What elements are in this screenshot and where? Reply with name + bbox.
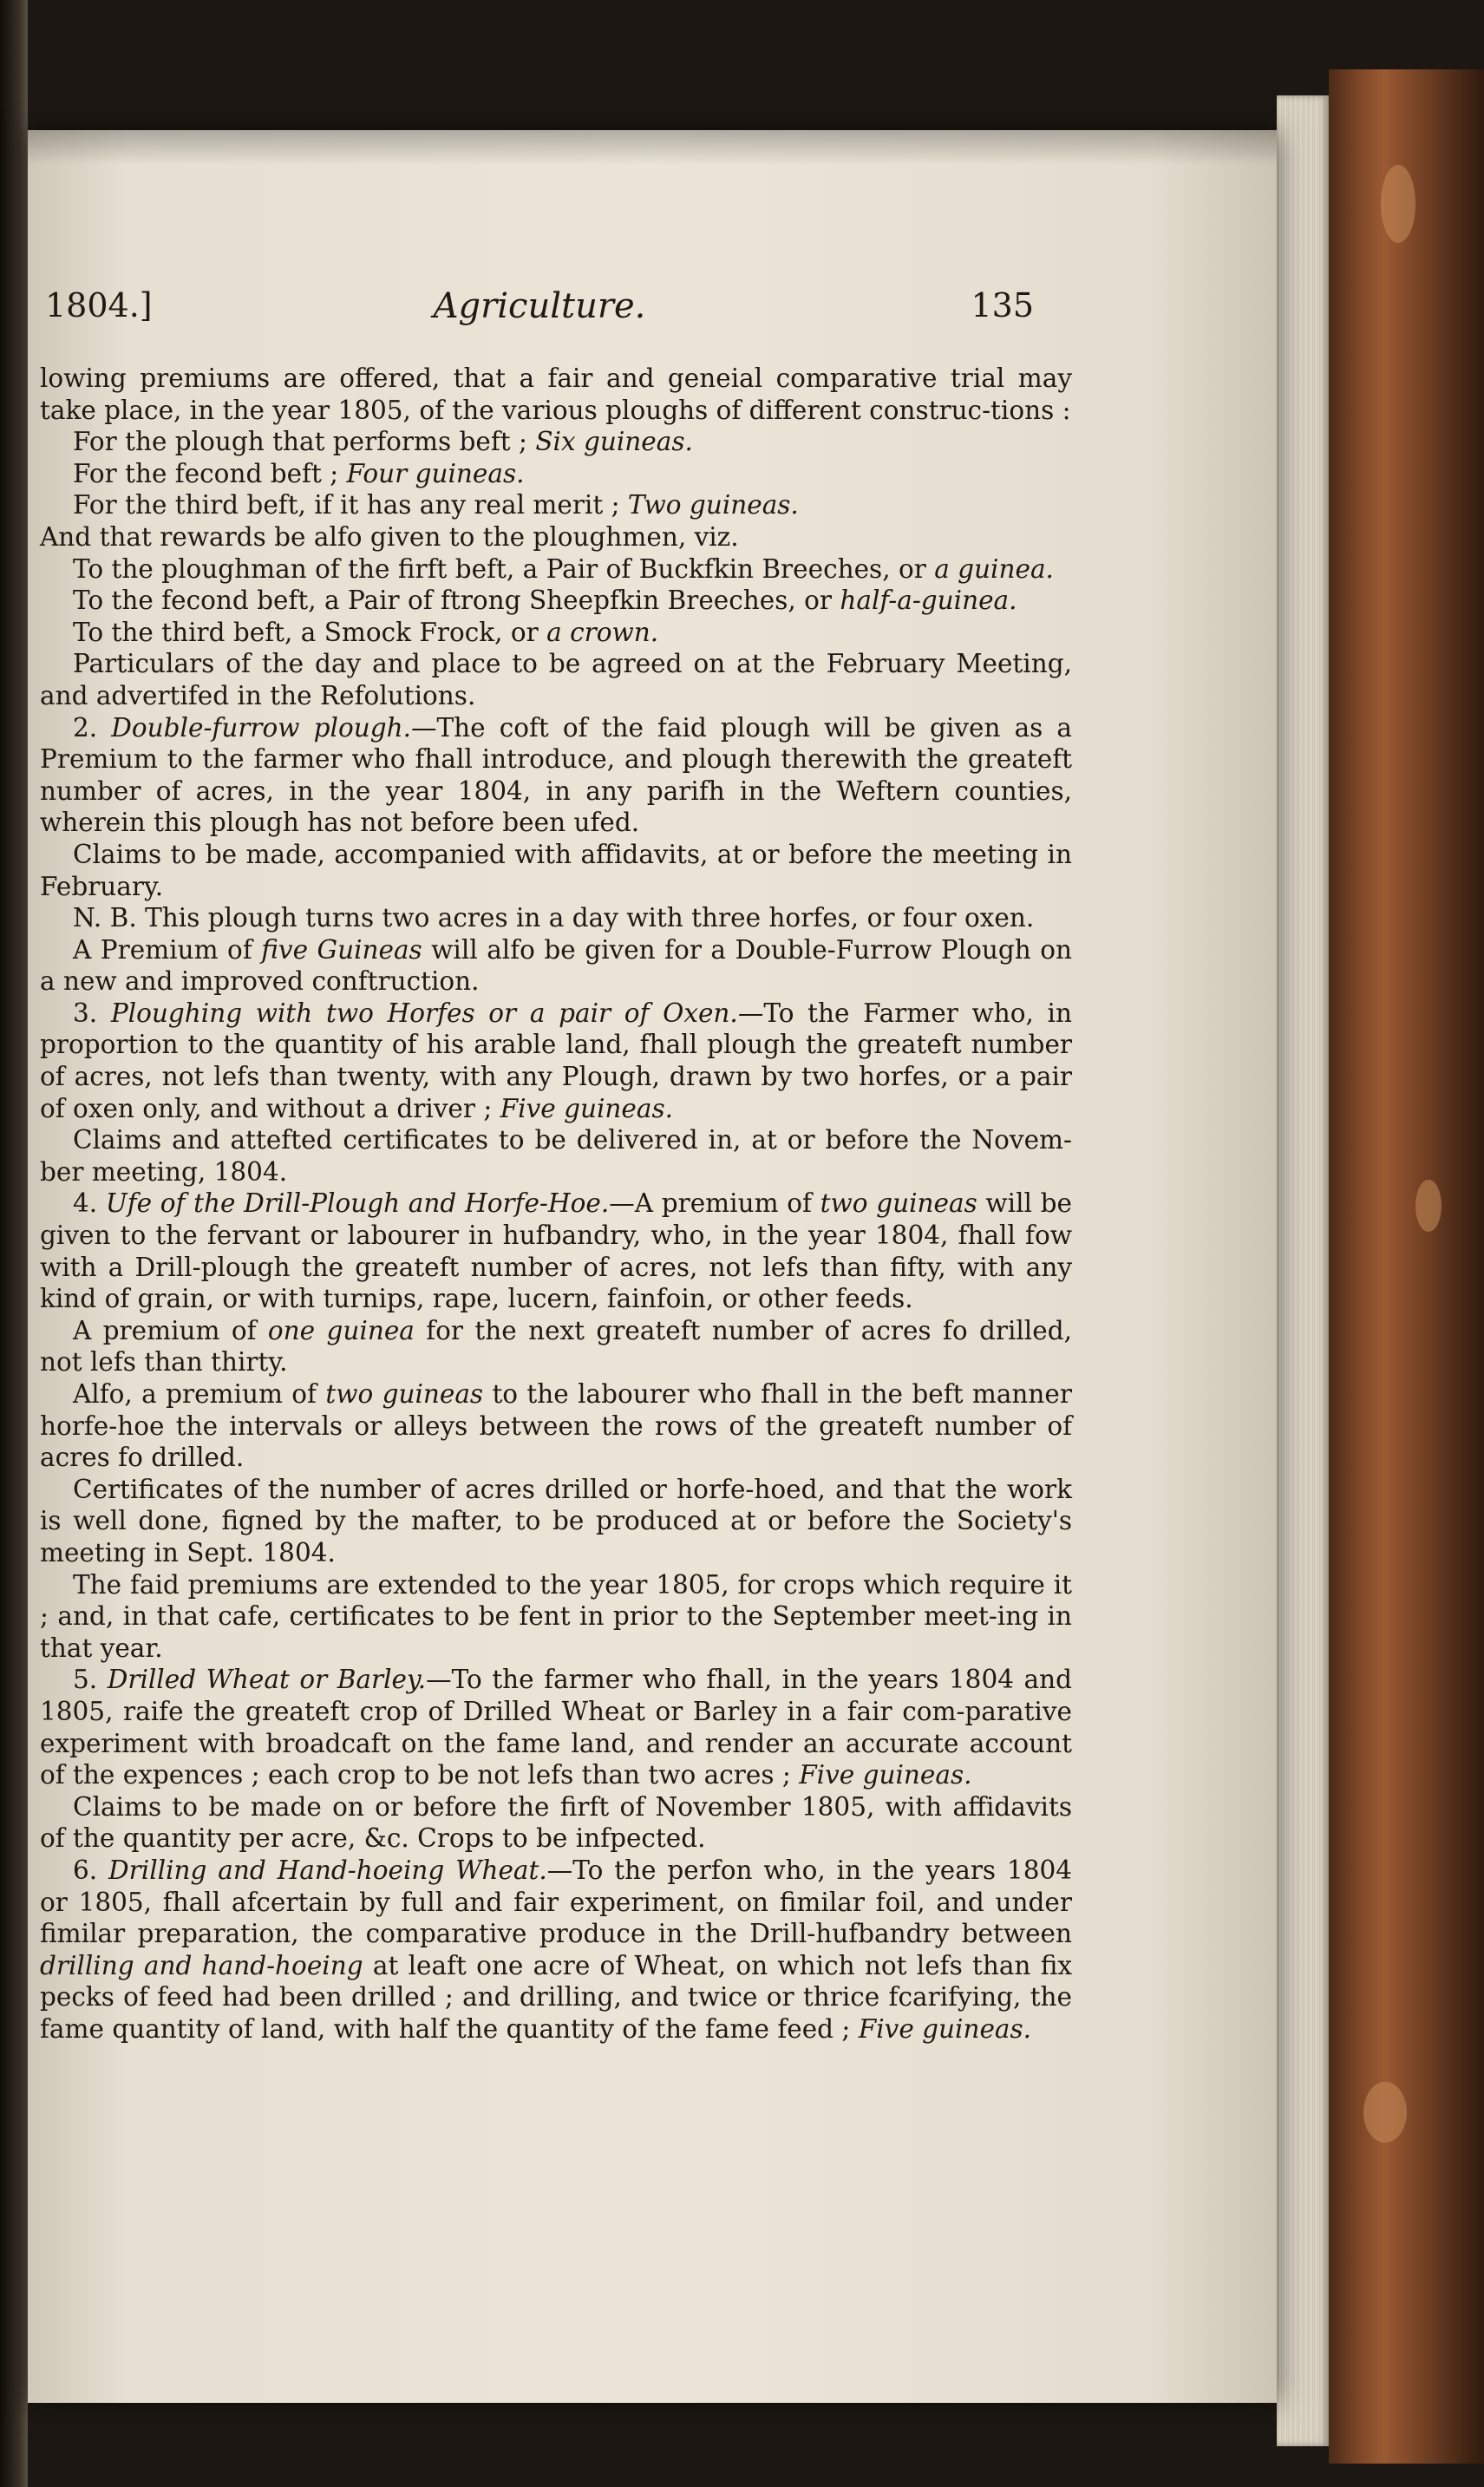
paragraph: A premium of one guinea for the next greateft number of acres fo drilled, not lefs than thirty. <box>40 1315 1072 1378</box>
page-number: 135 <box>971 286 1034 324</box>
cover-wear-spot <box>1415 1180 1442 1232</box>
paragraph: Particulars of the day and place to be agreed on at the February Meeting, and advertifed in the Refolutions. <box>40 649 1072 710</box>
paragraph: 2. Double-furrow plough.—The coft of the faid plough will be given as a Premium to the farmer who fhall introduce, and plough therewith the greateft number of acres, in the year 1804, in any parifh in the Weftern counties, wherein this plough has not before been ufed. <box>40 712 1072 838</box>
paragraph: To the ploughman of the firft beft, a Pair of Buckfkin Breeches, or a guinea. <box>73 553 1054 584</box>
book-cover <box>1329 69 1484 2464</box>
paragraph: 6. Drilling and Hand-hoeing Wheat.—To the perfon who, in the years 1804 or 1805, fhall afcertain by full and fair experiment, on fimilar foil, and under fimilar preparation, the comparative produce in the Drill-hufbandry between drilling and hand-hoeing at leaft one acre of Wheat, on which not lefs than fix pecks of feed had been drilled ; and drilling, and twice or thrice fcarifying, the fame quantity of land, with half the quantity of the fame feed ; Five guineas. <box>40 1855 1073 2044</box>
paragraph: Claims to be made on or before the firft of November 1805, with affidavits of the quantity per acre, &c. Crops to be infpected. <box>40 1791 1072 1854</box>
cover-wear-spot <box>1363 2082 1407 2143</box>
page-shadow <box>28 130 1277 165</box>
header-year: 1804.] <box>45 286 153 324</box>
paragraph: 3. Ploughing with two Horfes or a pair of Oxen.—To the Farmer who, in proportion to the quantity of his arable land, fhall plough the greateft number of acres, not lefs than twenty, with any Plough, drawn by two horfes, or a pair of oxen only, and without a driver ; Five guineas. <box>40 998 1072 1123</box>
paragraph: To the third beft, a Smock Frock, or a crown. <box>73 617 659 647</box>
paragraph: N. B. This plough turns two acres in a day with three horfes, or four oxen. <box>73 903 1035 933</box>
paragraph: Claims and attefted certificates to be delivered in, at or before the Novem-ber meeting, 1804. <box>40 1125 1072 1187</box>
paragraph: A Premium of five Guineas will alfo be given for a Double-Furrow Plough on a new and improved conftruction. <box>40 934 1072 997</box>
left-page-edge <box>0 0 28 2487</box>
paragraph: 4. Ufe of the Drill-Plough and Horfe-Hoe.—A premium of two guineas will be given to the fervant or labourer in hufbandry, who, in the year 1804, fhall fow with a Drill-plough the greateft number of acres, not lefs than fifty, with any kind of grain, or with turnips, rape, lucern, fainfoin, or other feeds. <box>40 1188 1073 1314</box>
cover-wear-spot <box>1381 165 1415 243</box>
paragraph: lowing premiums are offered, that a fair and geneial comparative trial may take place, in the year 1805, of the various ploughs of different construc-tions : <box>40 363 1072 425</box>
paragraph: For the third beft, if it has any real merit ; Two guineas. <box>73 490 799 520</box>
header-title: Agriculture. <box>433 286 646 326</box>
page-edges <box>1277 95 1329 2446</box>
paragraph: The faid premiums are extended to the year 1805, for crops which require it ; and, in that cafe, certificates to be fent in prior to the September meet-ing in that year. <box>40 1569 1072 1663</box>
paragraph: Certificates of the number of acres drilled or horfe-hoed, and that the work is well done, figned by the mafter, to be produced at or before the Society's meeting in Sept. 1804. <box>40 1474 1072 1567</box>
page-body <box>40 363 1072 2045</box>
paragraph: For the fecond beft ; Four guineas. <box>73 458 525 488</box>
running-header <box>45 286 1034 338</box>
paragraph: And that rewards be alfo given to the ploughmen, viz. <box>40 521 739 552</box>
paragraph: Alfo, a premium of two guineas to the labourer who fhall in the beft manner horfe-hoe the intervals or alleys between the rows of the greateft number of acres fo drilled. <box>40 1379 1072 1473</box>
paragraph: For the plough that performs beft ; Six guineas. <box>73 427 693 457</box>
paragraph: 5. Drilled Wheat or Barley.—To the farmer who fhall, in the years 1804 and 1805, raife the greateft crop of Drilled Wheat or Barley in a fair com-parative experiment with broadcaft on the fame land, and render an accurate account of the expences ; each crop to be not lefs than two acres ; Five guineas. <box>40 1665 1072 1790</box>
paragraph: Claims to be made, accompanied with affidavits, at or before the meeting in February. <box>40 839 1072 901</box>
paragraph: To the fecond beft, a Pair of ftrong Sheepfkin Breeches, or half-a-guinea. <box>73 586 1017 616</box>
